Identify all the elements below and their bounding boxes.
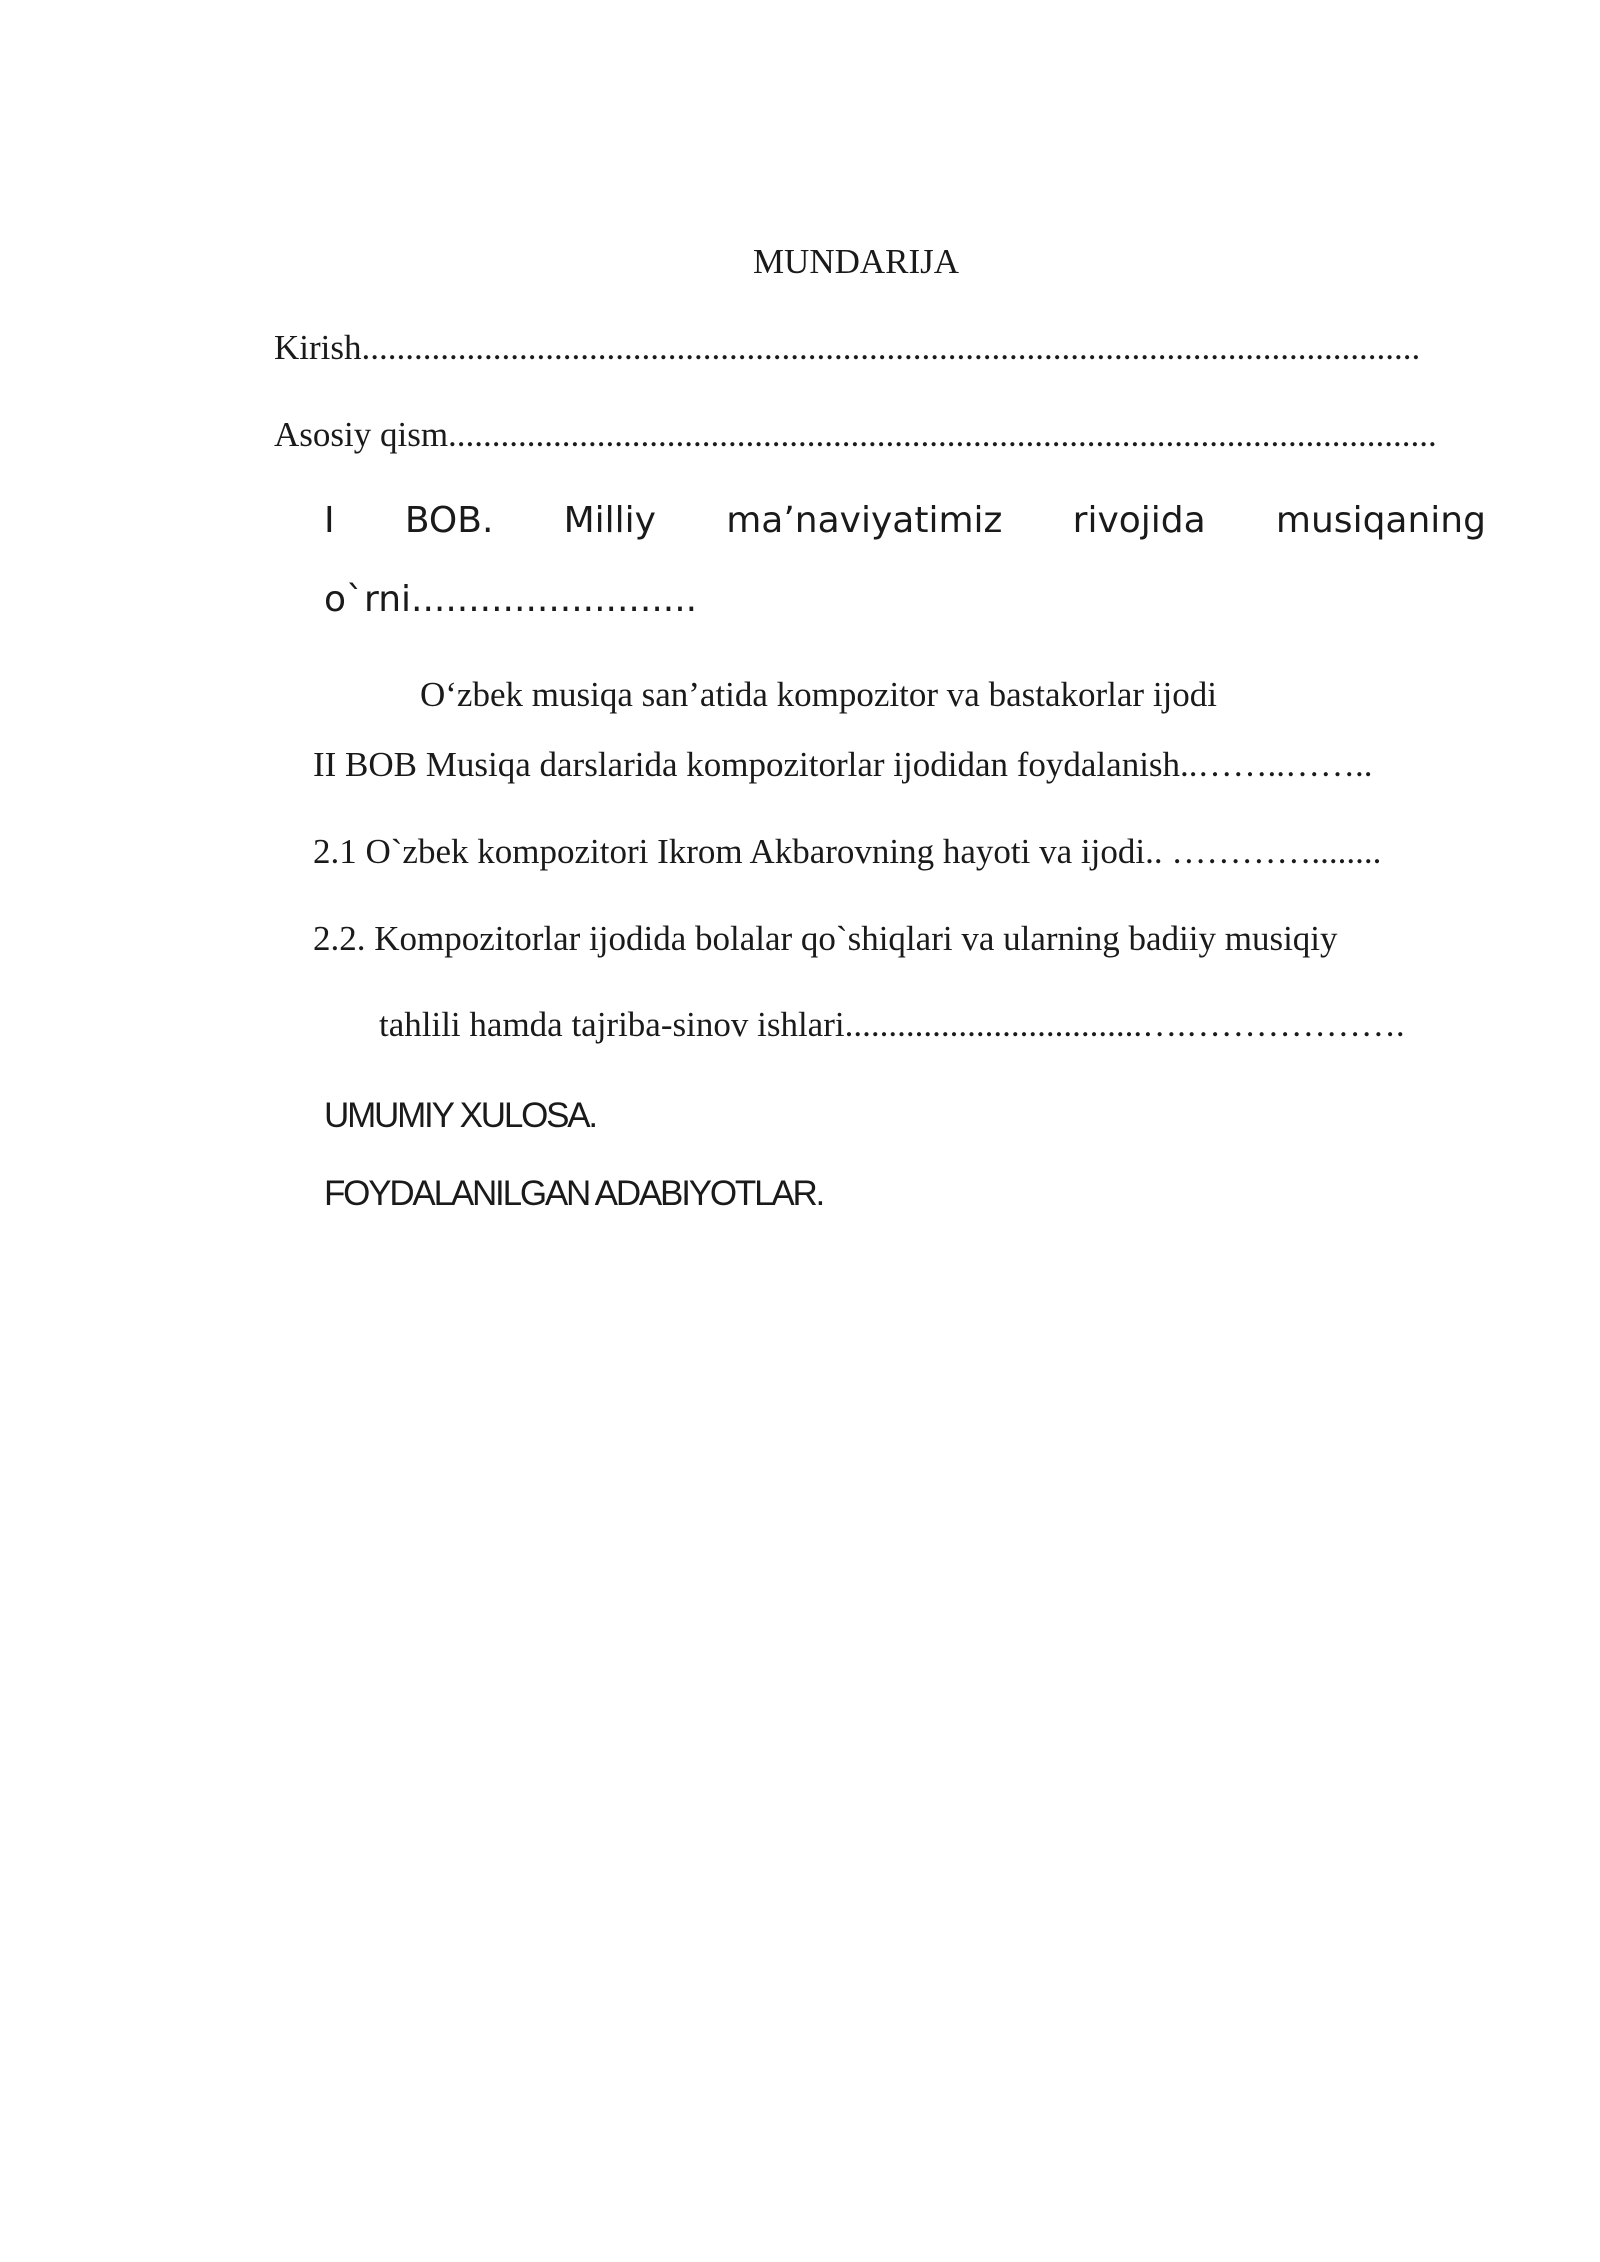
toc-subentry-2-1: 2.1 O`zbek kompozitori Ikrom Akbarovning hayoti va ijodi.. …………........	[313, 832, 1382, 871]
toc-word: ma’naviyatimiz	[726, 500, 1003, 541]
toc-entry-bob2: II BOB Musiqa darslarida kompozitorlar ijodidan foydalanish..……..……..	[313, 745, 1373, 784]
page-title: MUNDARIJA	[752, 242, 960, 281]
toc-entry-asosiy-qism: Asosiy qism.................................................................................................................	[274, 415, 1437, 454]
toc-word: BOB.	[404, 500, 494, 541]
toc-entry-bob1-line1	[324, 500, 1486, 541]
toc-subentry-2-2-continuation: tahlili hamda tajriba-sinov ishlari..................................….……………….	[379, 1005, 1405, 1044]
toc-word: rivojida	[1072, 500, 1206, 541]
toc-entry-umumiy-xulosa: UMUMIY XULOSA.	[324, 1096, 596, 1135]
toc-word: musiqaning	[1275, 500, 1486, 541]
toc-entry-foydalanilgan-adabiyotlar: FOYDALANILGAN ADABIYOTLAR.	[324, 1174, 824, 1213]
toc-subentry-1-1: O‘zbek musiqa san’atida kompozitor va bastakorlar ijodi	[420, 675, 1217, 714]
toc-subentry-2-2: 2.2. Kompozitorlar ijodida bolalar qo`shiqlari va ularning badiiy musiqiy	[313, 919, 1338, 958]
toc-entry-kirish: Kirish.........................................................................................................................	[274, 328, 1421, 367]
toc-word: Milliy	[563, 500, 656, 541]
toc-word: I	[324, 500, 335, 541]
toc-entry-bob1-line2: o`rni.........................	[324, 579, 698, 620]
